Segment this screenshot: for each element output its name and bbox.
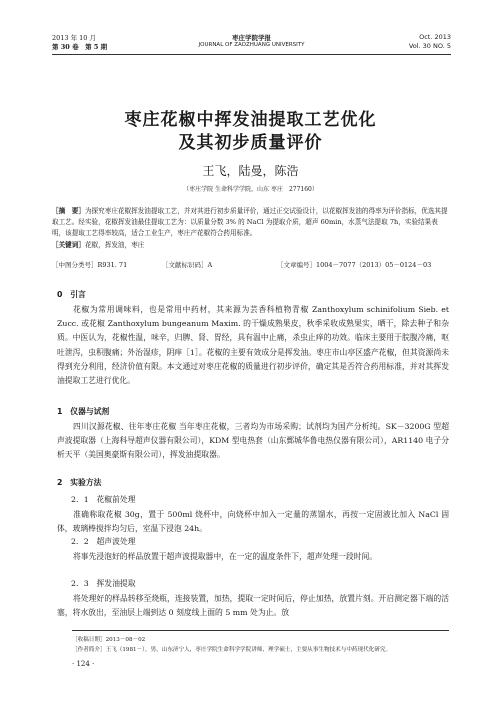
authors: 王飞，陆曼，陈浩: [202, 164, 299, 178]
header-journal-en: JOURNAL OF ZAOZHUANG UNIVERSITY: [198, 42, 305, 48]
section-2-3-text: 将处理好的样品转移至烧瓶，连接装置，加热，提取一定时间后，停止加热，放置片刻。开启测定器下端的活塞，将水放出，至油层上端到达 0 刻度线上面的 5 mm 处为止。放: [57, 594, 449, 618]
section-1-title: 1 仪器与试剂: [57, 407, 110, 416]
header-date-en: Oct. 2013: [419, 33, 451, 41]
abstract-label: ［摘 要］: [52, 207, 85, 215]
header-date: 2013 年 10 月: [52, 34, 97, 42]
section-2-1-title: 2．1 花椒前处理: [71, 495, 136, 504]
keywords-label: ［关键词］: [52, 240, 85, 249]
section-2-title: 2 实验方法: [57, 478, 102, 487]
section-0-title: 0 引言: [57, 290, 86, 299]
section-2-2-title: 2．2 超声波处理: [71, 537, 136, 546]
article-number: ［文章编号］1004－7077（2013）05－0124－03: [277, 261, 432, 269]
affiliation: （枣庄学院 生命科学学院，山东 枣庄 277160）: [183, 186, 318, 193]
section-2-2-text: 将事先浸泡好的样品放置于超声波提取器中，在一定的温度条件下，超声处理一段时间。: [73, 552, 378, 561]
abstract-block: [52, 206, 451, 251]
section-2-3-title: 2．3 挥发油提取: [71, 579, 136, 588]
article-title-line2: 及其初步质量评价: [178, 133, 323, 153]
abstract-text: 为探究枣庄花椒挥发油提取工艺，并对其进行初步质量评价，通过正交试验设计，以花椒挥发油的得率为评价指标，优选其提取工艺。经实验，花椒挥发油最佳提取工艺为：以质量分数 3% 的 NaCl 为提取介质，超声 60min，水蒸气法提取 7h，实验结果表明，该提取工艺得率较高，适合工业生产，枣庄产花椒符合药用标准。: [52, 207, 448, 238]
document-code: ［文献标识码］A: [162, 261, 213, 269]
footnote: [72, 630, 449, 655]
clc-number: ［中图分类号］R931. 71: [52, 261, 128, 269]
author-bio: ［作者简介］王飞（1981－），男，山东济宁人，枣庄学院生命科学学院讲师，理学硕士，主要从事生物技术与中药现代化研究。: [72, 646, 392, 653]
section-0-text: 花椒为常用调味料，也是常用中药材，其来源为芸香科植物青椒 Zanthoxylum schinifolium Sieb. et Zucc. 或花椒 Zanthoxylum bungeanum Maxim. 的干燥成熟果皮，秋季采收成熟果实，晒干，除去种子和杂质。中医认为，花椒性温，味辛，归脾、肾、胃经，具有温中止痛，杀虫止痒的功效。临床主要用于脘腹冷痛，呕吐泄泻，虫积腹痛；外治湿疹，阴痒［1］。花椒的主要有效成分是挥发油。枣庄市山亭区盛产花椒，但其资源尚未得到充分利用，经济价值有限。本文通过对枣庄花椒的质量进行初步评价，确定其是否符合药用标准，并对其挥发油提取工艺进行优化。: [57, 305, 449, 386]
header-volume-en: Vol. 30 NO. 5: [408, 42, 451, 50]
header-journal-cn: 枣庄学院学报: [232, 34, 271, 42]
section-2-1-text: 准确称取花椒 30g，置于 500ml 烧杯中，向烧杯中加入一定量的蒸馏水，再按一定固液比加入 NaCl 固体，玻璃棒搅拌均匀后，室温下浸泡 24h。: [57, 510, 449, 534]
section-1-text: 四川汉源花椒、往年枣庄花椒 当年枣庄花椒，三者均为市场采购；试剂均为国产分析纯。SK－3200G 型超声波提取器（上海科导超声仪器有限公司），KDM 型电热套（山东鄄城华鲁电热仪器有限公司），AR1140 电子分析天平（美国奥豪斯有限公司），挥发油提取器。: [57, 422, 449, 460]
page-number: · 124 ·: [72, 660, 95, 668]
keywords-text: 花椒，挥发油，枣庄: [84, 240, 145, 249]
article-title-line1: 枣庄花椒中挥发油提取工艺优化: [124, 110, 377, 130]
running-header: [52, 30, 451, 55]
header-volume: 第 30 卷 第 5 期: [52, 43, 108, 51]
received-date: ［收稿日期］2013－08－02: [72, 637, 146, 643]
